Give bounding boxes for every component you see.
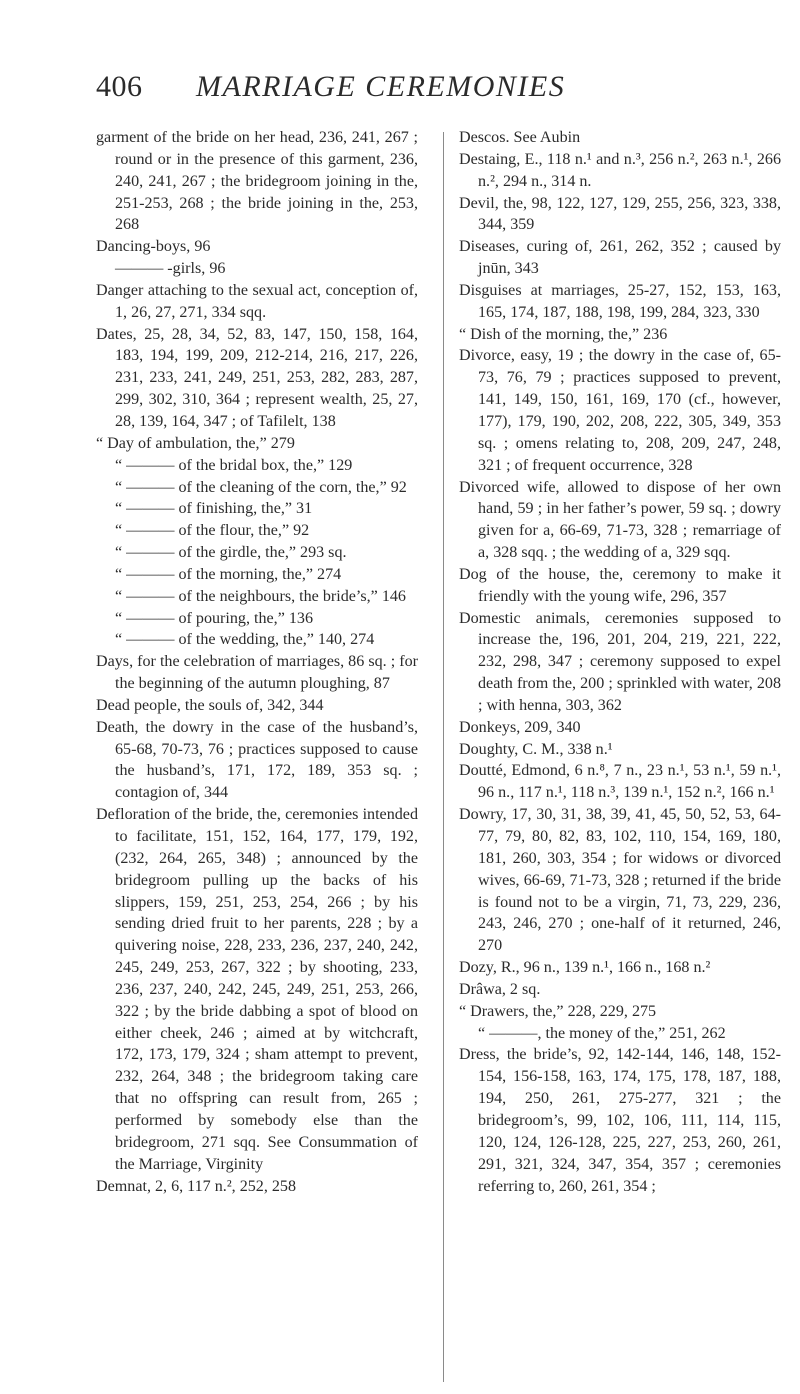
index-entry: Drâwa, 2 sq.: [459, 980, 541, 998]
column-divider: [443, 132, 444, 1382]
index-entry: Dancing-boys, 96: [96, 238, 211, 256]
index-entry: Donkeys, 209, 340: [459, 718, 581, 736]
index-entry: “ ——— of the neighbours, the bride’s,” 146: [115, 587, 406, 605]
index-entry: “ ——— of the flour, the,” 92: [115, 522, 310, 540]
index-entry: “ ——— of pouring, the,” 136: [115, 609, 314, 627]
index-entry: Diseases, curing of, 261, 262, 352 ; caused by jnūn, 343: [459, 238, 781, 278]
index-entry: Death, the dowry in the case of the husband’s, 65-68, 70-73, 76 ; practices supposed to cause the husband’s, 171, 172, 189, 353 sq. ; contagion of, 344: [96, 718, 418, 802]
index-entry: “ Dish of the morning, the,” 236: [459, 325, 668, 343]
index-entry: Dozy, R., 96 n., 139 n.¹, 166 n., 168 n.²: [459, 959, 711, 977]
index-entry: Devil, the, 98, 122, 127, 129, 255, 256, 323, 338, 344, 359: [459, 194, 781, 234]
page-header: [0, 64, 800, 114]
index-entry: Dead people, the souls of, 342, 344: [96, 696, 324, 714]
index-column-left: [96, 127, 418, 1197]
index-entry: Descos. See Aubin: [459, 129, 581, 146]
index-entry: Doutté, Edmond, 6 n.⁸, 7 n., 23 n.¹, 53 n.¹, 59 n.¹, 96 n., 117 n.¹, 118 n.³, 139 n.¹, 152 n.², 166 n.¹: [459, 762, 781, 802]
index-entry: “ ——— of the wedding, the,” 140, 274: [115, 631, 375, 649]
index-entry: Domestic animals, ceremonies supposed to increase the, 196, 201, 204, 219, 221, 222, 232, 298, 347 ; ceremony supposed to expel death from the, 200 ; sprinkled with water, 208 ; with henna, 303, 362: [459, 609, 781, 714]
index-entry: Dates, 25, 28, 34, 52, 83, 147, 150, 158, 164, 183, 194, 199, 209, 212-214, 216, 217, 226, 231, 233, 241, 249, 251, 253, 282, 283, 287, 299, 302, 310, 364 ; represent wealth, 25, 27, 28, 139, 164, 347 ; of Tafilelt, 138: [96, 325, 418, 430]
index-entry: Divorce, easy, 19 ; the dowry in the case of, 65-73, 76, 79 ; practices supposed to prevent, 141, 149, 150, 161, 169, 170 (cf., however, 177), 179, 190, 202, 208, 222, 305, 349, 353 sq. ; omens relating to, 208, 209, 247, 248, 321 ; of frequent occurrence, 328: [459, 347, 781, 474]
index-entry: “ ——— of the bridal box, the,” 129: [115, 456, 353, 474]
index-entry: “ ——— of the girdle, the,” 293 sq.: [115, 544, 347, 562]
index-entry: Demnat, 2, 6, 117 n.², 252, 258: [96, 1177, 297, 1195]
index-column-right: [459, 127, 781, 1197]
index-entry: Dowry, 17, 30, 31, 38, 39, 41, 45, 50, 52, 53, 64-77, 79, 80, 82, 83, 102, 110, 154, 169, 180, 181, 260, 303, 354 ; for widows or divorced wives, 66-69, 71-73, 328 ; returned if the bride is found not to be a virgin, 71, 73, 229, 236, 243, 246, 270 ; one-half of it returned, 246, 270: [459, 806, 781, 955]
index-entry: “ Drawers, the,” 228, 229, 275: [459, 1002, 657, 1020]
index-entry: “ ——— of the morning, the,” 274: [115, 565, 342, 583]
index-entry: Disguises at marriages, 25-27, 152, 153, 163, 165, 174, 187, 188, 198, 199, 284, 323, 330: [459, 281, 781, 321]
running-title: MARRIAGE CEREMONIES: [196, 70, 566, 103]
index-entry: ——— -girls, 96: [115, 260, 226, 278]
index-entry: Days, for the celebration of marriages, 86 sq. ; for the beginning of the autumn ploughing, 87: [96, 653, 418, 693]
index-entry: Doughty, C. M., 338 n.¹: [459, 740, 613, 758]
index-entry: Destaing, E., 118 n.¹ and n.³, 256 n.², 263 n.¹, 266 n.², 294 n., 314 n.: [459, 150, 781, 190]
index-entry: Dress, the bride’s, 92, 142-144, 146, 148, 152-154, 156-158, 163, 174, 175, 178, 187, 188, 194, 250, 261, 275-277, 321 ; the bridegroom’s, 99, 102, 106, 111, 114, 115, 120, 124, 126-128, 225, 227, 253, 260, 261, 291, 321, 324, 347, 354, 357 ; ceremonies referring to, 260, 261, 354 ;: [459, 1046, 781, 1195]
index-entry: Dog of the house, the, ceremony to make it friendly with the young wife, 296, 357: [459, 565, 781, 605]
index-entry: “ ———, the money of the,” 251, 262: [478, 1024, 726, 1042]
index-entry: garment of the bride on her head, 236, 241, 267 ; round or in the presence of this garment, 236, 240, 241, 267 ; the bridegroom joining in the, 251-253, 268 ; the bride joining in the, 253, 268: [96, 129, 418, 234]
page-number: 406: [96, 70, 143, 103]
index-entry: Divorced wife, allowed to dispose of her own hand, 59 ; in her father’s power, 59 sq. ; dowry given for a, 66-69, 71-73, 328 ; remarriage of a, 328 sqq. ; the wedding of a, 329 sqq.: [459, 478, 781, 562]
index-entry: “ ——— of the cleaning of the corn, the,” 92: [115, 478, 407, 496]
index-entry: Defloration of the bride, the, ceremonies intended to facilitate, 151, 152, 164, 177, 179, 192, (232, 264, 265, 348) ; announced by the bridegroom pulling up the backs of his slippers, 159, 251, 253, 254, 266 ; by his sending dried fruit to her parents, 228 ; by a quivering noise, 228, 233, 236, 237, 240, 242, 245, 249, 253, 267, 322 ; by shooting, 233, 236, 237, 240, 242, 245, 249, 251, 253, 266, 322 ; by the bride dabbing a spot of blood on either cheek, 246 ; aimed at by witchcraft, 172, 173, 179, 324 ; sham attempt to prevent, 232, 264, 348 ; the bridegroom taking care that no offspring can result from, 265 ; performed by somebody else than the bridegroom, 271 sqq. See Consummation of the Marriage, Virginity: [96, 806, 418, 1173]
index-entry: “ ——— of finishing, the,” 31: [115, 500, 313, 518]
index-entry: Danger attaching to the sexual act, conception of, 1, 26, 27, 271, 334 sqq.: [96, 281, 418, 321]
index-entry: “ Day of ambulation, the,” 279: [96, 434, 295, 452]
